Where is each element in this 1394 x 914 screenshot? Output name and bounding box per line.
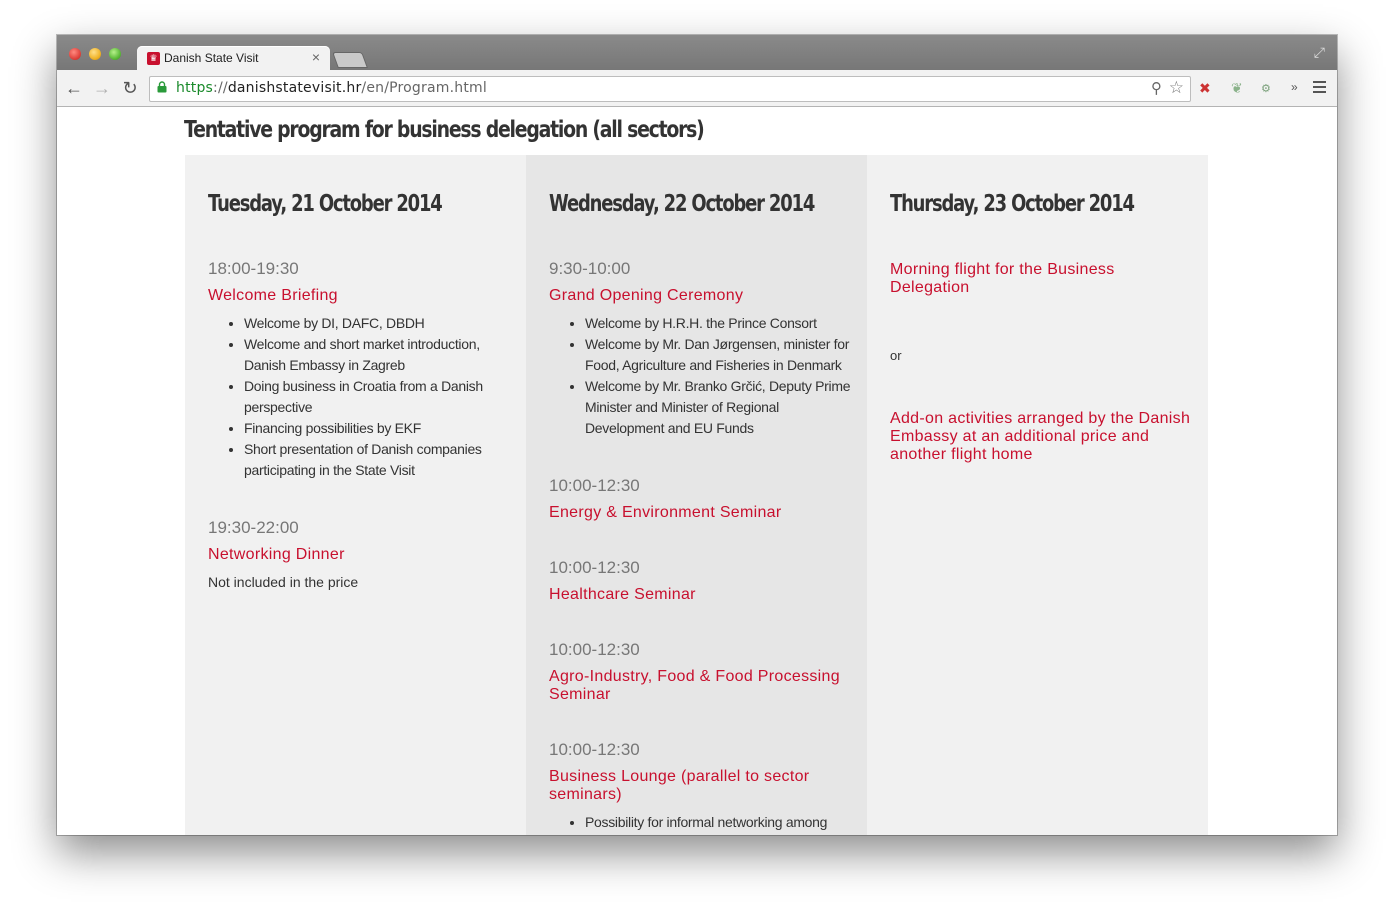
url-host: danishstatevisit.hr [227, 80, 362, 96]
detail-item: • Short presentation of Danish companies participating in the State Visit [244, 439, 513, 481]
tab-strip [57, 35, 1337, 70]
event-link[interactable]: Grand Opening Ceremony [549, 287, 744, 304]
url-separator: :// [213, 80, 228, 96]
detail-item: • Welcome by Mr. Dan Jørgensen, minister for Food, Agriculture and Fisheries in Denmark [585, 334, 854, 376]
detail-list [549, 812, 854, 833]
extension-block-icon[interactable]: ✖ [1199, 80, 1211, 96]
url-path: /en/Program.html [361, 80, 487, 96]
lock-icon [157, 81, 167, 93]
program-item [549, 740, 854, 833]
program-item [549, 259, 854, 439]
search-icon[interactable]: ⚲ [1151, 80, 1162, 97]
detail-item: • Welcome and short market introduction, Danish Embassy in Zagreb [244, 334, 513, 376]
event-link[interactable]: Networking Dinner [208, 546, 345, 563]
program-item [549, 640, 854, 704]
day-title: Tuesday, 21 October 2014 [208, 191, 442, 217]
address-bar[interactable] [149, 76, 1191, 102]
new-tab-button[interactable] [332, 52, 368, 68]
detail-item: • Financing possibilities by EKF [244, 418, 513, 439]
event-link[interactable]: Energy & Environment Seminar [549, 504, 782, 521]
item-time: 9:30-10:00 [549, 259, 631, 278]
zoom-window-button[interactable] [109, 48, 121, 60]
tab-danish-state-visit[interactable] [137, 46, 330, 70]
page-title: Tentative program for business delegation (all sectors) [184, 117, 704, 143]
item-time: 10:00-12:30 [549, 558, 640, 577]
option-separator: or [890, 348, 902, 363]
extension-leaf-icon[interactable]: ❦ [1231, 80, 1243, 96]
detail-list [208, 313, 513, 481]
browser-toolbar [57, 70, 1337, 107]
item-time: 18:00-19:30 [208, 259, 299, 278]
item-note: Not included in the price [208, 574, 359, 590]
extension-js-icon[interactable]: ⚙ [1261, 83, 1271, 95]
menu-icon[interactable] [1313, 81, 1326, 93]
detail-item: • Welcome by Mr. Branko Grčić, Deputy Prime Minister and Minister of Regional Development and EU Funds [585, 376, 854, 439]
reload-icon[interactable]: ↻ [122, 78, 138, 98]
day-column-thursday [867, 155, 1208, 835]
url-scheme: https [176, 80, 214, 96]
program-item [208, 518, 513, 593]
url-text[interactable] [176, 80, 487, 96]
event-link[interactable]: Business Lounge (parallel to sector seminars) [549, 768, 810, 803]
close-window-button[interactable] [69, 48, 81, 60]
program-item [890, 261, 1195, 297]
crown-icon: ♛ [147, 52, 160, 65]
detail-item: • Doing business in Croatia from a Danish perspective [244, 376, 513, 418]
detail-list [549, 313, 854, 439]
event-link[interactable]: Morning flight for the Business Delegation [890, 261, 1115, 296]
day-column-tuesday [185, 155, 526, 835]
more-extensions-icon[interactable]: » [1291, 80, 1298, 94]
item-time: 10:00-12:30 [549, 740, 640, 759]
item-time: 10:00-12:30 [549, 476, 640, 495]
day-column-wednesday [526, 155, 867, 835]
day-title: Wednesday, 22 October 2014 [549, 191, 815, 217]
event-link[interactable]: Agro-Industry, Food & Food Processing Seminar [549, 668, 840, 703]
detail-item: • Possibility for informal networking among [585, 812, 854, 833]
program-item [890, 410, 1195, 464]
event-link[interactable]: Welcome Briefing [208, 287, 338, 304]
program-item [549, 558, 854, 604]
minimize-window-button[interactable] [89, 48, 101, 60]
tab-close-icon[interactable]: × [311, 49, 320, 65]
star-icon[interactable]: ☆ [1168, 78, 1184, 97]
back-icon[interactable]: ← [65, 78, 83, 98]
program-item [208, 259, 513, 481]
program-item [549, 476, 854, 522]
tab-title: Danish State Visit [164, 51, 259, 65]
event-link[interactable]: Add-on activities arranged by the Danish Embassy at an additional price and another flight home [890, 410, 1191, 463]
item-time: 19:30-22:00 [208, 518, 299, 537]
detail-item: • Welcome by DI, DAFC, DBDH [244, 313, 513, 334]
detail-item: • Welcome by H.R.H. the Prince Consort [585, 313, 854, 334]
day-title: Thursday, 23 October 2014 [890, 191, 1134, 217]
page-content [57, 107, 1337, 835]
fullscreen-icon[interactable]: ⤢ [1313, 44, 1325, 60]
program-columns [185, 155, 1209, 835]
item-time: 10:00-12:30 [549, 640, 640, 659]
event-link[interactable]: Healthcare Seminar [549, 586, 696, 603]
browser-window [57, 35, 1337, 835]
forward-icon[interactable]: → [93, 78, 111, 98]
